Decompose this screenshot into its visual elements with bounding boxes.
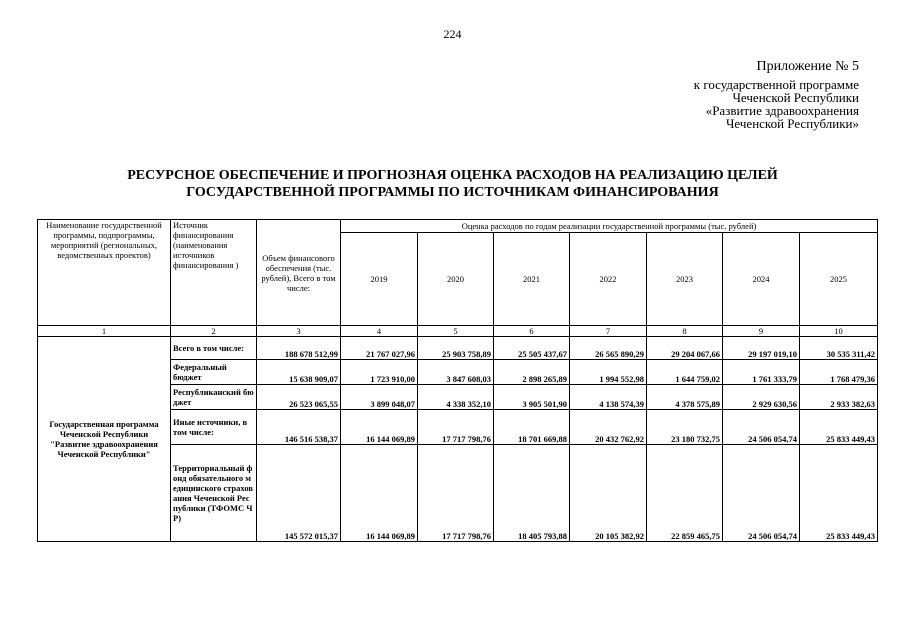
value-cell: 1 723 910,00 xyxy=(341,360,418,385)
value-cell: 25 833 449,43 xyxy=(800,445,878,542)
column-number: 4 xyxy=(341,326,418,337)
table-row xyxy=(38,337,878,360)
source-cell: Федеральный бюджет xyxy=(171,360,257,385)
value-cell: 20 105 382,92 xyxy=(570,445,647,542)
column-number: 3 xyxy=(257,326,341,337)
value-cell: 3 905 501,90 xyxy=(494,385,570,410)
document-title-line-1: РЕСУРСНОЕ ОБЕСПЕЧЕНИЕ И ПРОГНОЗНАЯ ОЦЕНКА РАСХОДОВ НА РЕАЛИЗАЦИЮ ЦЕЛЕЙ xyxy=(127,168,778,183)
value-cell: 22 859 465,75 xyxy=(647,445,723,542)
value-cell: 2 933 382,63 xyxy=(800,385,878,410)
value-cell: 29 197 019,10 xyxy=(723,337,800,360)
total-cell: 26 523 065,55 xyxy=(257,385,341,410)
value-cell: 16 144 069,89 xyxy=(341,445,418,542)
program-name: Государственная программа Чеченской Республики "Развитие здравоохранения Чеченской Республики" xyxy=(38,337,171,542)
value-cell: 17 717 798,76 xyxy=(418,410,494,445)
document-title-line-2: ГОСУДАРСТВЕННОЙ ПРОГРАММЫ ПО ИСТОЧНИКАМ ФИНАНСИРОВАНИЯ xyxy=(186,185,719,200)
value-cell: 3 847 608,03 xyxy=(418,360,494,385)
value-cell: 1 768 479,36 xyxy=(800,360,878,385)
appendix-line: Чеченской Республики xyxy=(732,90,859,105)
total-cell: 15 638 909,07 xyxy=(257,360,341,385)
value-cell: 29 204 067,66 xyxy=(647,337,723,360)
value-cell: 30 535 311,42 xyxy=(800,337,878,360)
value-cell: 17 717 798,76 xyxy=(418,445,494,542)
financing-table xyxy=(37,219,878,542)
value-cell: 1 761 333,79 xyxy=(723,360,800,385)
value-cell: 3 899 048,07 xyxy=(341,385,418,410)
header-year: 2022 xyxy=(570,233,647,326)
header-source: Источник финансирования (наименования источников финансирования ) xyxy=(171,220,257,326)
header-estimate: Оценка расходов по годам реализации государственной программы (тыс. рублей) xyxy=(341,220,878,233)
column-number: 10 xyxy=(800,326,878,337)
value-cell: 21 767 027,96 xyxy=(341,337,418,360)
source-cell: Иные источники, в том числе: xyxy=(171,410,257,445)
column-number: 1 xyxy=(38,326,171,337)
header-year: 2025 xyxy=(800,233,878,326)
value-cell: 23 180 732,75 xyxy=(647,410,723,445)
value-cell: 20 432 762,92 xyxy=(570,410,647,445)
page-number: 224 xyxy=(443,27,462,41)
total-cell: 188 678 512,99 xyxy=(257,337,341,360)
appendix-title: Приложение № 5 xyxy=(756,59,859,74)
value-cell: 2 898 265,89 xyxy=(494,360,570,385)
header-volume: Объем финансового обеспечения (тыс. рублей), Всего в том числе: xyxy=(257,220,341,326)
appendix-block xyxy=(694,60,859,130)
header-year: 2023 xyxy=(647,233,723,326)
appendix-line: «Развитие здравоохранения xyxy=(705,103,859,118)
value-cell: 25 833 449,43 xyxy=(800,410,878,445)
source-cell: Всего в том числе: xyxy=(171,337,257,360)
value-cell: 18 701 669,88 xyxy=(494,410,570,445)
header-year: 2021 xyxy=(494,233,570,326)
value-cell: 16 144 069,89 xyxy=(341,410,418,445)
appendix-line: к государственной программе xyxy=(693,77,859,92)
value-cell: 1 994 552,98 xyxy=(570,360,647,385)
column-number: 8 xyxy=(647,326,723,337)
header-name: Наименование государственной программы, подпрограммы, мероприятий (региональных, ведомственных проектов) xyxy=(38,220,171,326)
value-cell: 18 405 793,88 xyxy=(494,445,570,542)
value-cell: 25 903 758,89 xyxy=(418,337,494,360)
header-year: 2024 xyxy=(723,233,800,326)
column-number-row xyxy=(38,326,878,337)
source-cell: Территориальный фонд обязательного медицинского страхования Чеченской Республики (ТФОМС ЧР) xyxy=(171,445,257,542)
column-number: 2 xyxy=(171,326,257,337)
source-cell: Республиканский бюджет xyxy=(171,385,257,410)
column-number: 6 xyxy=(494,326,570,337)
value-cell: 2 929 630,56 xyxy=(723,385,800,410)
value-cell: 25 505 437,67 xyxy=(494,337,570,360)
value-cell: 4 338 352,10 xyxy=(418,385,494,410)
value-cell: 24 506 054,74 xyxy=(723,410,800,445)
column-number: 9 xyxy=(723,326,800,337)
total-cell: 146 516 538,37 xyxy=(257,410,341,445)
value-cell: 24 506 054,74 xyxy=(723,445,800,542)
column-number: 7 xyxy=(570,326,647,337)
value-cell: 4 378 575,89 xyxy=(647,385,723,410)
value-cell: 1 644 759,02 xyxy=(647,360,723,385)
appendix-line: Чеченской Республики» xyxy=(725,116,859,131)
value-cell: 26 565 890,29 xyxy=(570,337,647,360)
header-year: 2019 xyxy=(341,233,418,326)
value-cell: 4 138 574,39 xyxy=(570,385,647,410)
header-row xyxy=(38,220,878,233)
total-cell: 145 572 015,37 xyxy=(257,445,341,542)
header-year: 2020 xyxy=(418,233,494,326)
document-title xyxy=(0,167,905,201)
column-number: 5 xyxy=(418,326,494,337)
